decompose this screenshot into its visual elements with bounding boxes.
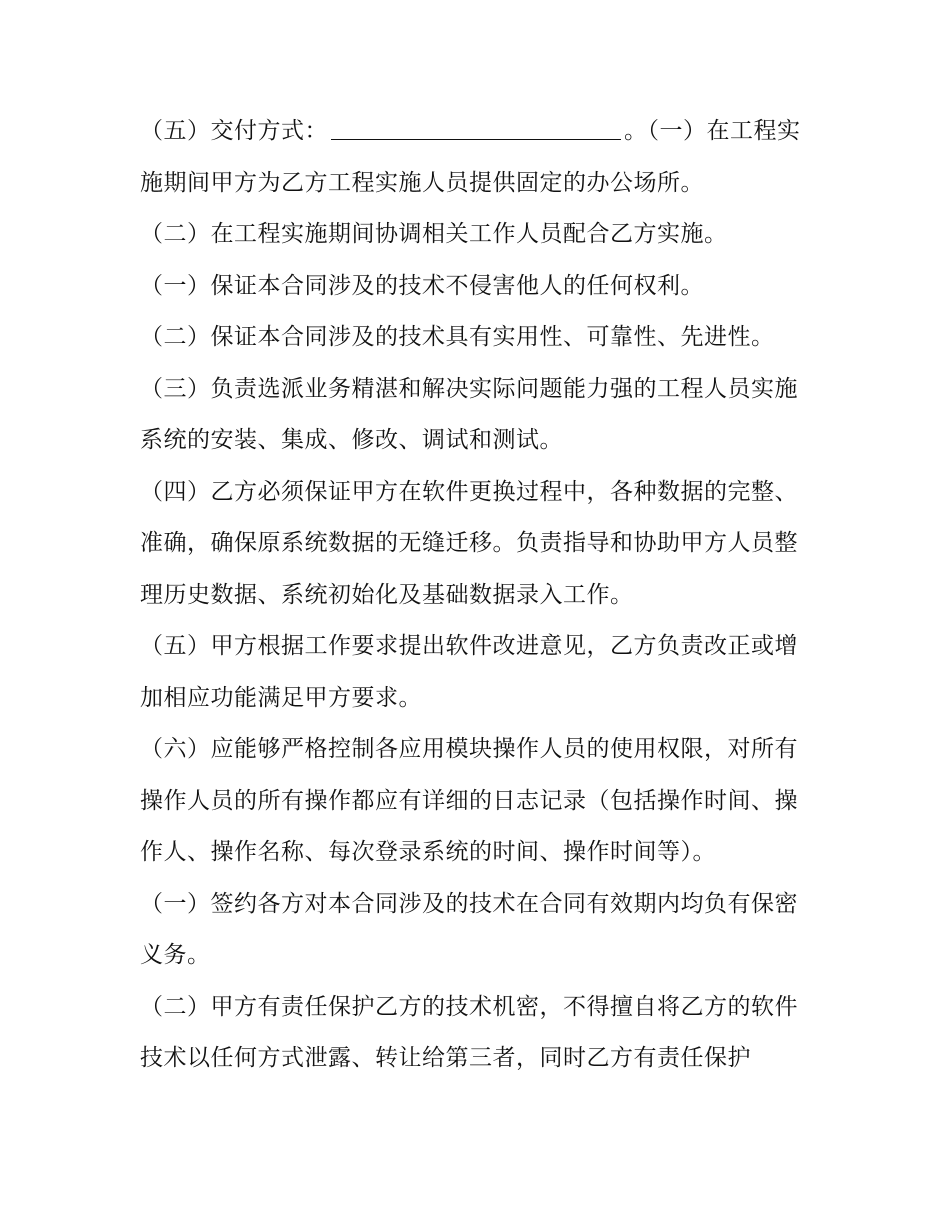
document-body [140,106,820,1085]
paragraph: （六）应能够严格控制各应用模块操作人员的使用权限，对所有操作人员的所有操作都应有详细的日志记录（包括操作时间、操作人、操作名称、每次登录系统的时间、操作时间等）。 [140,736,798,865]
fill-in-blank-line [331,115,621,140]
paragraph: （二）保证本合同涉及的技术具有实用性、可靠性、先进性。 [140,324,775,350]
paragraph: （五）甲方根据工作要求提出软件改进意见，乙方负责改正或增加相应功能满足甲方要求。 [140,633,798,711]
paragraph: （二）在工程实施期间协调相关工作人员配合乙方实施。 [140,221,728,247]
paragraph: （一）保证本合同涉及的技术不侵害他人的任何权利。 [140,272,704,299]
paragraph: （一）签约各方对本合同涉及的技术在合同有效期内均负有保密义务。 [140,890,798,968]
paragraph: （三）负责选派业务精湛和解决实际问题能力强的工程人员实施系统的安装、集成、修改、调试和测试。 [140,375,798,453]
office-provision-text: 。（一）在工程实施期间甲方为乙方工程实施人员提供固定的办公场所。 [140,118,801,196]
paragraph-delivery-method [140,106,820,209]
delivery-method-label: （五）交付方式： [140,118,328,144]
paragraph: （四）乙方必须保证甲方在软件更换过程中，各种数据的完整、准确，确保原系统数据的无缝迁移。负责指导和协助甲方人员整理历史数据、系统初始化及基础数据录入工作。 [140,478,798,608]
paragraph: （二）甲方有责任保护乙方的技术机密，不得擅自将乙方的软件技术以任何方式泄露、转让给第三者，同时乙方有责任保护 [140,993,798,1071]
